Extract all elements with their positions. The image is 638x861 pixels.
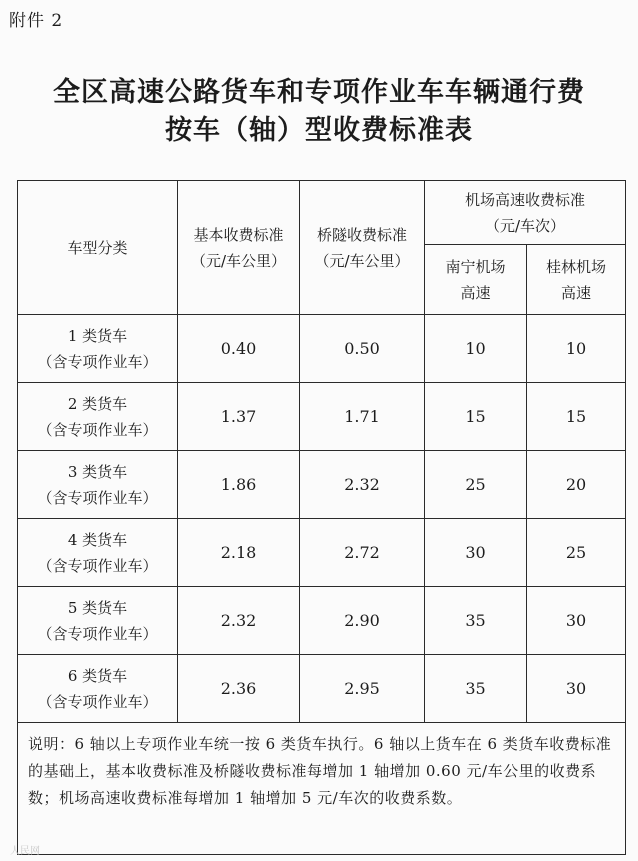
header-guilin-line-2: 高速 — [561, 283, 592, 302]
guilin-rate-cell: 15 — [527, 383, 626, 451]
vehicle-class-note: （含专项作业车） — [37, 692, 158, 711]
vehicle-class-cell — [18, 519, 178, 587]
table-row — [18, 383, 626, 451]
table-row — [18, 451, 626, 519]
header-basic-rate-unit: （元/车公里） — [190, 251, 287, 270]
nanning-rate-cell: 30 — [425, 519, 527, 587]
basic-rate-cell: 2.36 — [178, 655, 300, 723]
header-bridge-rate-unit: （元/车公里） — [314, 251, 410, 270]
document-title-line-1: 全区高速公路货车和专项作业车车辆通行费 — [53, 77, 585, 108]
table-row — [18, 587, 626, 655]
header-guilin-line-1: 桂林机场 — [546, 257, 607, 276]
vehicle-class-note: （含专项作业车） — [37, 488, 158, 507]
vehicle-class-note: （含专项作业车） — [37, 624, 158, 643]
vehicle-class-note: （含专项作业车） — [37, 352, 158, 371]
basic-rate-cell: 2.32 — [178, 587, 300, 655]
vehicle-class-note: （含专项作业车） — [37, 556, 158, 575]
nanning-rate-cell: 25 — [425, 451, 527, 519]
header-basic-rate — [178, 181, 300, 315]
vehicle-class-cell — [18, 315, 178, 383]
header-nanning-line-1: 南宁机场 — [445, 257, 506, 276]
basic-rate-cell: 1.37 — [178, 383, 300, 451]
nanning-rate-cell: 15 — [425, 383, 527, 451]
guilin-rate-cell: 25 — [527, 519, 626, 587]
header-airport-rate — [425, 181, 626, 245]
bridge-rate-cell: 2.90 — [300, 587, 425, 655]
bridge-rate-cell: 2.95 — [300, 655, 425, 723]
bridge-rate-cell: 2.72 — [300, 519, 425, 587]
basic-rate-cell: 2.18 — [178, 519, 300, 587]
header-bridge-rate — [300, 181, 425, 315]
header-airport-rate-name: 机场高速收费标准 — [465, 190, 586, 209]
vehicle-class-cell — [18, 655, 178, 723]
nanning-rate-cell: 35 — [425, 655, 527, 723]
basic-rate-cell: 0.40 — [178, 315, 300, 383]
table-row — [18, 655, 626, 723]
vehicle-class: 6 类货车 — [67, 666, 128, 685]
nanning-rate-cell: 10 — [425, 315, 527, 383]
vehicle-class: 5 类货车 — [67, 598, 128, 617]
guilin-rate-cell: 20 — [527, 451, 626, 519]
header-airport-rate-unit: （元/车次） — [484, 216, 566, 235]
table-note-row — [18, 723, 626, 855]
bridge-rate-cell: 0.50 — [300, 315, 425, 383]
header-guilin-airport — [527, 245, 626, 315]
vehicle-class: 3 类货车 — [67, 462, 128, 481]
guilin-rate-cell: 10 — [527, 315, 626, 383]
header-basic-rate-name: 基本收费标准 — [193, 225, 284, 244]
toll-rate-table — [17, 180, 626, 855]
vehicle-class-cell — [18, 383, 178, 451]
basic-rate-cell: 1.86 — [178, 451, 300, 519]
vehicle-class: 4 类货车 — [67, 530, 128, 549]
vehicle-class: 2 类货车 — [67, 394, 128, 413]
bridge-rate-cell: 1.71 — [300, 383, 425, 451]
header-nanning-airport — [425, 245, 527, 315]
header-nanning-line-2: 高速 — [460, 283, 491, 302]
vehicle-class-note: （含专项作业车） — [37, 420, 158, 439]
watermark: 人民网 — [10, 846, 40, 857]
table-footnote: 说明：6 轴以上专项作业车统一按 6 类货车执行。6 轴以上货车在 6 类货车收费标准的基础上，基本收费标准及桥隧收费标准每增加 1 轴增加 0.60 元/车公里的收费系数；机场高速收费标准每增加 1 轴增加 5 元/车次的收费系数。 — [18, 723, 626, 855]
vehicle-class-cell — [18, 587, 178, 655]
vehicle-class-cell — [18, 451, 178, 519]
bridge-rate-cell: 2.32 — [300, 451, 425, 519]
header-vehicle-type: 车型分类 — [18, 181, 178, 315]
nanning-rate-cell: 35 — [425, 587, 527, 655]
document-title-line-2: 按车（轴）型收费标准表 — [165, 115, 473, 146]
header-bridge-rate-name: 桥隧收费标准 — [316, 225, 407, 244]
table-row — [18, 315, 626, 383]
table-row — [18, 519, 626, 587]
table-header-row — [18, 181, 626, 245]
guilin-rate-cell: 30 — [527, 655, 626, 723]
vehicle-class: 1 类货车 — [67, 326, 128, 345]
guilin-rate-cell: 30 — [527, 587, 626, 655]
attachment-label: 附件 2 — [9, 11, 64, 31]
